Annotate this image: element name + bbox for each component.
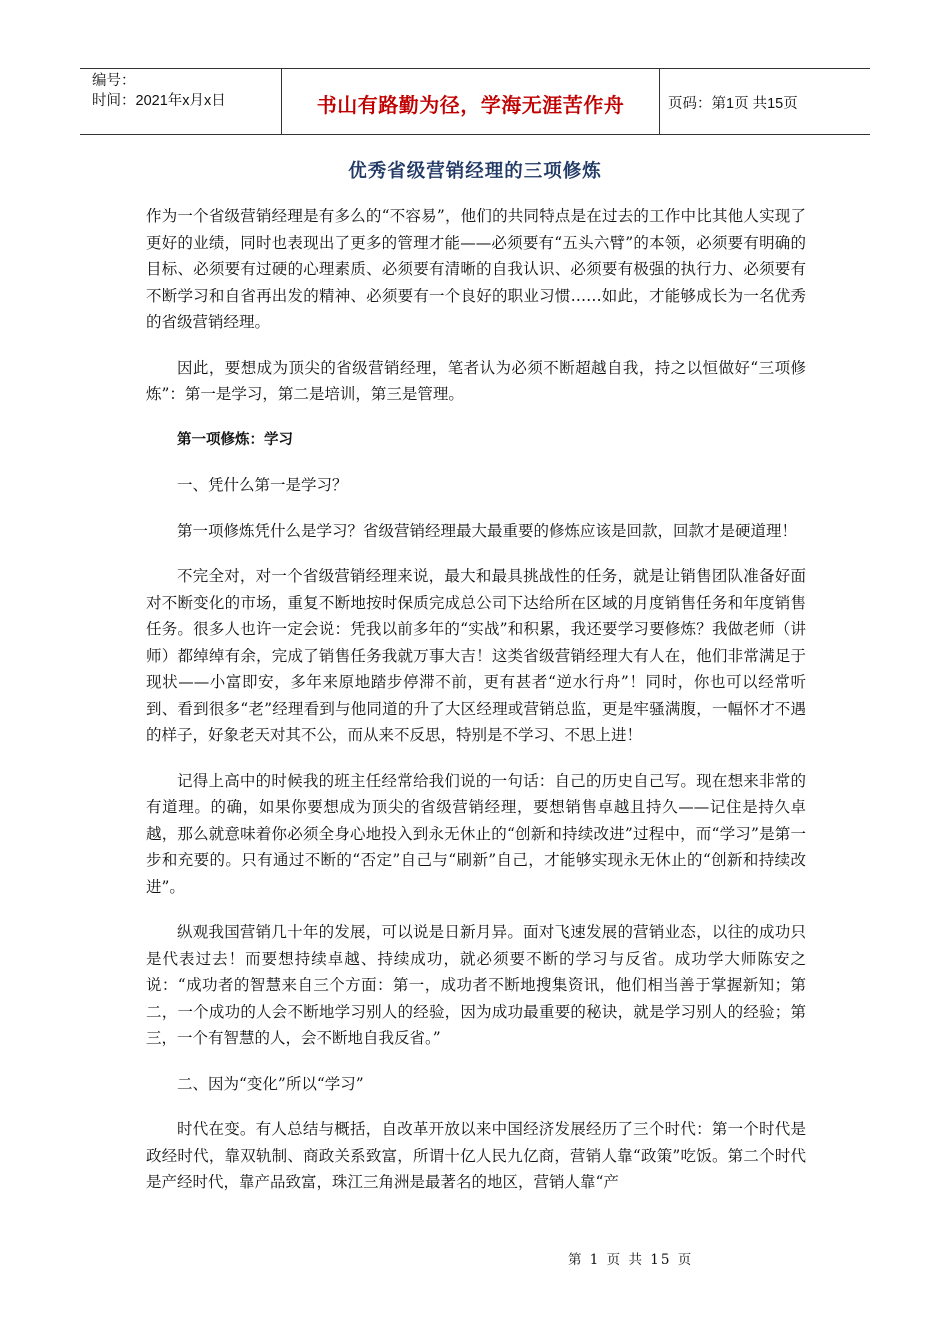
body-paragraph: 因此，要想成为顶尖的省级营销经理，笔者认为必须不断超越自我，持之以恒做好“三项修炼”：第一是学习，第二是培训，第三是管理。 xyxy=(146,358,806,403)
body-paragraph: 作为一个省级营销经理是有多么的“不容易”，他们的共同特点是在过去的工作中比其他人实现了更好的业绩，同时也表现出了更多的管理才能——必须要有“五头六臂”的本领，必须要有明确的目标、必须要有过硬的心理素质、必须要有清晰的自我认识、必须要有极强的执行力、必须要有不断学习和自省再出发的精神、必须要有一个良好的职业习惯……如此，才能够成长为一名优秀的省级营销经理。 xyxy=(146,207,806,331)
header-page-info: 页码：第1页 共15页 xyxy=(668,96,798,112)
body-paragraph: 纵观我国营销几十年的发展，可以说是日新月异。面对飞速发展的营销业态，以往的成功只是代表过去！而要想持续卓越、持续成功，就必须要不断的学习与反省。成功学大师陈安之说：“成功者的智慧来自三个方面：第一，成功者不断地搜集资讯，他们相当善于掌握新知；第二，一个成功的人会不断地学习别人的经验，因为成功最重要的秘诀，就是学习别人的经验；第三，一个有智慧的人，会不断地自我反省。” xyxy=(146,923,806,1047)
document-header xyxy=(80,68,870,135)
document-number-label: 编号： xyxy=(92,73,136,89)
subsection-heading: 二、因为“变化”所以“学习” xyxy=(177,1074,364,1093)
document-title: 优秀省级营销经理的三项修炼 xyxy=(348,161,602,182)
body-paragraph: 记得上高中的时候我的班主任经常给我们说的一句话：自己的历史自己写。现在想来非常的有道理。的确，如果你要想成为顶尖的省级营销经理，要想销售卓越且持久——记住是持久卓越，那么就意味着你必须全身心地投入到永无休止的“创新和持续改进”过程中，而“学习”是第一步和充要的。只有通过不断的“否定”自己与“刷新”自己，才能够实现永无休止的“创新和持续改进”。 xyxy=(146,771,806,896)
section-heading: 第一项修炼：学习 xyxy=(177,431,293,448)
body-paragraph: 第一项修炼凭什么是学习？省级营销经理最大最重要的修炼应该是回款，回款才是硬道理！ xyxy=(177,521,798,540)
header-motto: 书山有路勤为径，学海无涯苦作舟 xyxy=(282,69,660,134)
body-paragraph: 时代在变。有人总结与概括，自改革开放以来中国经济发展经历了三个时代：第一个时代是政经时代，靠双轨制、商政关系致富，所谓十亿人民九亿商，营销人靠“政策”吃饭。第二个时代是产经时代，靠产品致富，珠江三角洲是最著名的地区，营销人靠“产 xyxy=(146,1120,806,1191)
document-date-label: 时间：2021年x月x日 xyxy=(92,93,226,109)
page-footer: 第 1 页 共 15 页 xyxy=(568,1252,694,1268)
header-meta xyxy=(80,69,282,134)
document-body xyxy=(146,203,806,1215)
body-paragraph: 不完全对，对一个省级营销经理来说，最大和最具挑战性的任务，就是让销售团队准备好面对不断变化的市场，重复不断地按时保质完成总公司下达给所在区域的月度销售任务和年度销售任务。很多人也许一定会说：凭我以前多年的“实战”和积累，我还要学习要修炼？我做老师（讲师）都绰绰有余，完成了销售任务我就万事大吉！这类省级营销经理大有人在，他们非常满足于现状——小富即安，多年来原地踏步停滞不前，更有甚者“逆水行舟”！同时，你也可以经常听到、看到很多“老”经理看到与他同道的升了大区经理或营销总监，更是牢骚满腹，一幅怀才不遇的样子，好象老天对其不公，而从来不反思，特别是不学习、不思上进！ xyxy=(146,567,806,744)
subsection-heading: 一、凭什么第一是学习？ xyxy=(177,476,348,494)
